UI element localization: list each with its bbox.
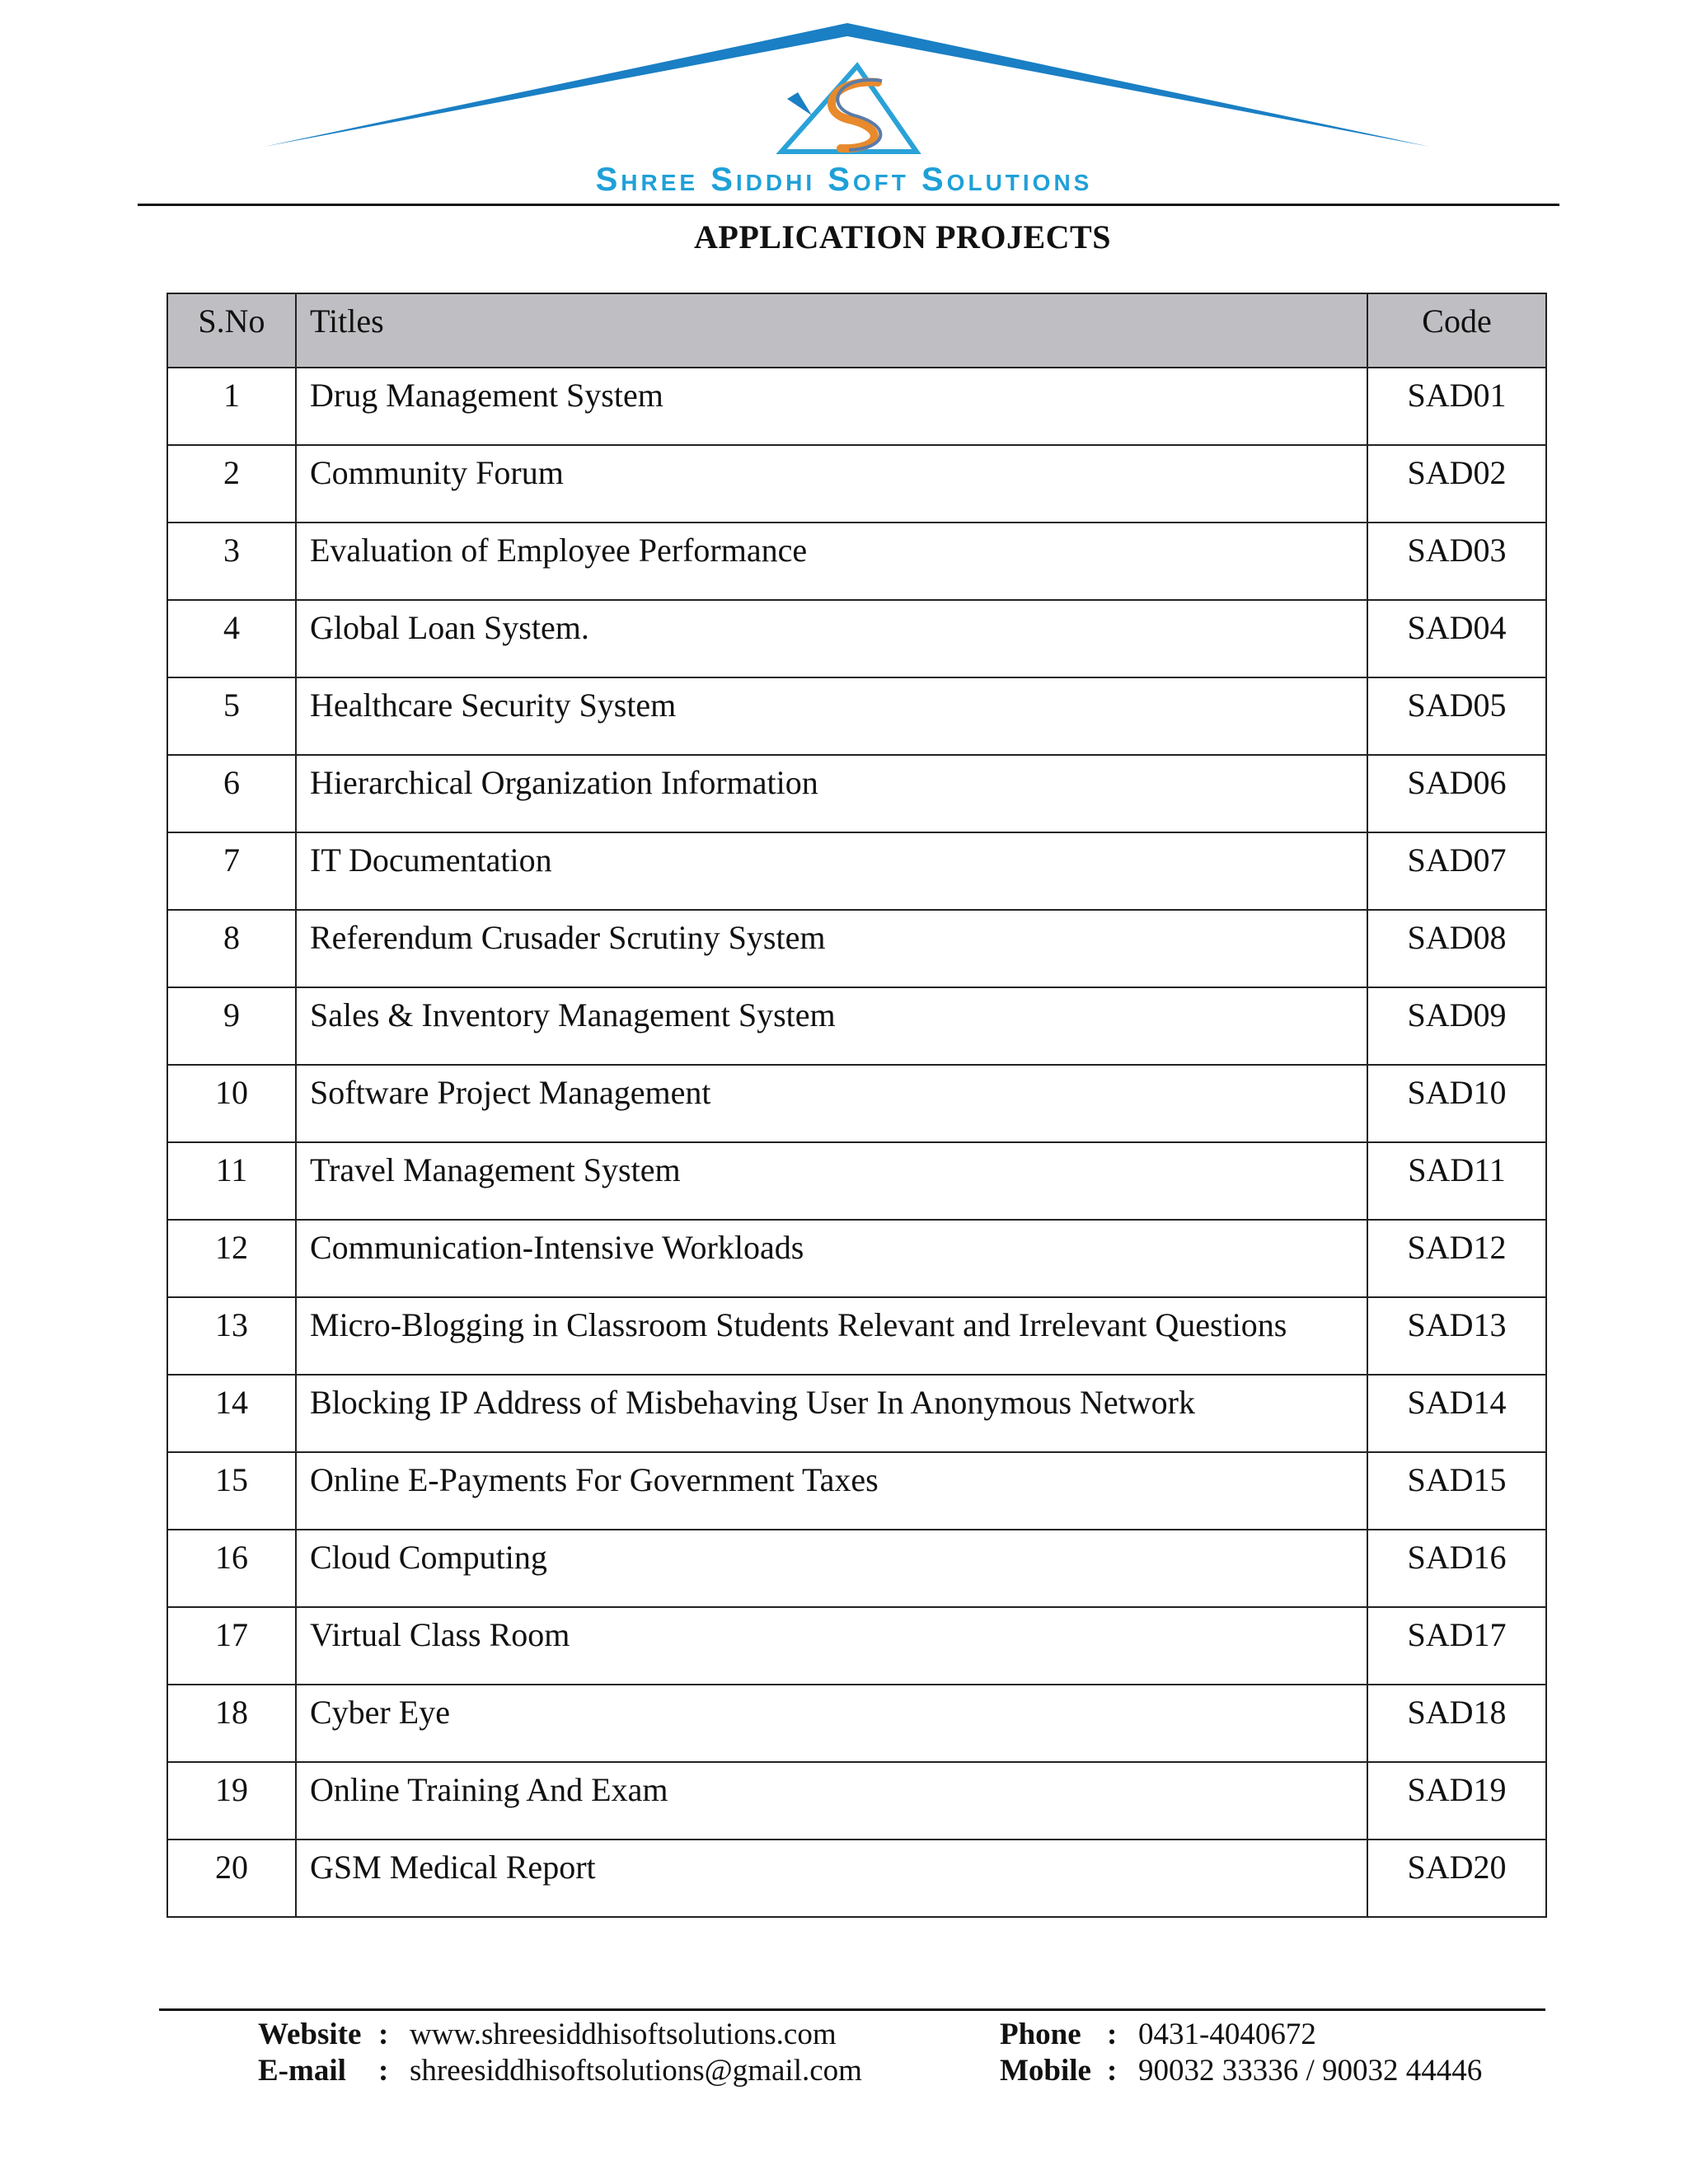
row-code: SAD10 — [1367, 1065, 1546, 1142]
row-sno: 16 — [167, 1530, 296, 1607]
row-code: SAD17 — [1367, 1607, 1546, 1685]
table-row — [167, 1297, 1546, 1375]
row-sno: 12 — [167, 1220, 296, 1297]
page-title: APPLICATION PROJECTS — [694, 218, 1111, 255]
row-code: SAD08 — [1367, 910, 1546, 987]
row-sno: 20 — [167, 1840, 296, 1917]
row-title: Evaluation of Employee Performance — [296, 523, 1367, 600]
table-row — [167, 1452, 1546, 1530]
phone-number: 0431-4040672 — [1138, 2018, 1316, 2051]
row-code: SAD07 — [1367, 832, 1546, 910]
email-label: E-mail — [258, 2054, 346, 2088]
row-code: SAD19 — [1367, 1762, 1546, 1840]
mobile-number: 90032 33336 / 90032 44446 — [1138, 2054, 1483, 2088]
row-sno: 11 — [167, 1142, 296, 1220]
table-row — [167, 910, 1546, 987]
table-row — [167, 600, 1546, 677]
table-row — [167, 1840, 1546, 1917]
projects-table — [166, 293, 1547, 1918]
row-code: SAD20 — [1367, 1840, 1546, 1917]
table-header-row — [167, 293, 1546, 368]
row-title: Sales & Inventory Management System — [296, 987, 1367, 1065]
row-title: Community Forum — [296, 445, 1367, 523]
row-sno: 13 — [167, 1297, 296, 1375]
row-title: Cloud Computing — [296, 1530, 1367, 1607]
row-title: Referendum Crusader Scrutiny System — [296, 910, 1367, 987]
company-name: Shree Siddhi Soft Solutions — [595, 162, 1093, 198]
mobile-label: Mobile — [1000, 2054, 1091, 2088]
row-sno: 2 — [167, 445, 296, 523]
footer-contact-phone: Phone : 0431-4040672 Mobile : 90032 33336 / 90032 44446 — [1000, 2018, 1483, 2088]
row-sno: 5 — [167, 677, 296, 755]
row-code: SAD13 — [1367, 1297, 1546, 1375]
row-code: SAD05 — [1367, 677, 1546, 755]
row-title: Global Loan System. — [296, 600, 1367, 677]
column-header-sno: S.No — [167, 293, 296, 368]
row-title: Micro-Blogging in Classroom Students Relevant and Irrelevant Questions — [296, 1297, 1367, 1375]
row-sno: 4 — [167, 600, 296, 677]
row-code: SAD12 — [1367, 1220, 1546, 1297]
row-sno: 8 — [167, 910, 296, 987]
table-row — [167, 445, 1546, 523]
table-row — [167, 755, 1546, 832]
row-code: SAD03 — [1367, 523, 1546, 600]
table-row — [167, 1685, 1546, 1762]
table-row — [167, 1220, 1546, 1297]
triangle-emblem — [781, 66, 917, 152]
table-row — [167, 1375, 1546, 1452]
table-row — [167, 987, 1546, 1065]
row-sno: 3 — [167, 523, 296, 600]
row-title: Software Project Management — [296, 1065, 1367, 1142]
row-title: Travel Management System — [296, 1142, 1367, 1220]
table-body — [167, 368, 1546, 1917]
row-title: Virtual Class Room — [296, 1607, 1367, 1685]
row-code: SAD16 — [1367, 1530, 1546, 1607]
projects-table-container — [166, 293, 1547, 1918]
row-code: SAD02 — [1367, 445, 1546, 523]
arrow-icon — [787, 92, 812, 115]
row-title: Online Training And Exam — [296, 1762, 1367, 1840]
row-sno: 18 — [167, 1685, 296, 1762]
row-code: SAD09 — [1367, 987, 1546, 1065]
table-row — [167, 677, 1546, 755]
row-title: Drug Management System — [296, 368, 1367, 445]
row-sno: 17 — [167, 1607, 296, 1685]
table-row — [167, 832, 1546, 910]
phone-label: Phone — [1000, 2018, 1081, 2051]
row-sno: 15 — [167, 1452, 296, 1530]
row-code: SAD04 — [1367, 600, 1546, 677]
header-divider — [138, 204, 1559, 206]
table-row — [167, 1530, 1546, 1607]
table-row — [167, 1762, 1546, 1840]
website-link[interactable]: www.shreesiddhisoftsolutions.com — [410, 2018, 837, 2051]
row-code: SAD18 — [1367, 1685, 1546, 1762]
table-row — [167, 1065, 1546, 1142]
footer-divider — [159, 2008, 1545, 2011]
row-code: SAD14 — [1367, 1375, 1546, 1452]
row-title: Cyber Eye — [296, 1685, 1367, 1762]
table-row — [167, 523, 1546, 600]
row-title: Online E-Payments For Government Taxes — [296, 1452, 1367, 1530]
row-title: Hierarchical Organization Information — [296, 755, 1367, 832]
row-sno: 14 — [167, 1375, 296, 1452]
row-title: Communication-Intensive Workloads — [296, 1220, 1367, 1297]
row-code: SAD15 — [1367, 1452, 1546, 1530]
row-title: IT Documentation — [296, 832, 1367, 910]
column-header-titles: Titles — [296, 293, 1367, 368]
company-header — [0, 0, 1688, 214]
row-code: SAD06 — [1367, 755, 1546, 832]
table-row — [167, 1142, 1546, 1220]
table-row — [167, 1607, 1546, 1685]
row-code: SAD01 — [1367, 368, 1546, 445]
row-title: Blocking IP Address of Misbehaving User In Anonymous Network — [296, 1375, 1367, 1452]
row-sno: 9 — [167, 987, 296, 1065]
row-sno: 7 — [167, 832, 296, 910]
row-title: Healthcare Security System — [296, 677, 1367, 755]
row-title: GSM Medical Report — [296, 1840, 1367, 1917]
website-label: Website — [258, 2018, 362, 2051]
email-link[interactable]: shreesiddhisoftsolutions@gmail.com — [410, 2054, 862, 2088]
table-row — [167, 368, 1546, 445]
row-code: SAD11 — [1367, 1142, 1546, 1220]
row-sno: 6 — [167, 755, 296, 832]
column-header-code: Code — [1367, 293, 1546, 368]
row-sno: 10 — [167, 1065, 296, 1142]
row-sno: 19 — [167, 1762, 296, 1840]
footer-contact-web: Website : www.shreesiddhisoftsolutions.com E-mail : shreesiddhisoftsolutions@gmail.com — [258, 2018, 862, 2088]
row-sno: 1 — [167, 368, 296, 445]
